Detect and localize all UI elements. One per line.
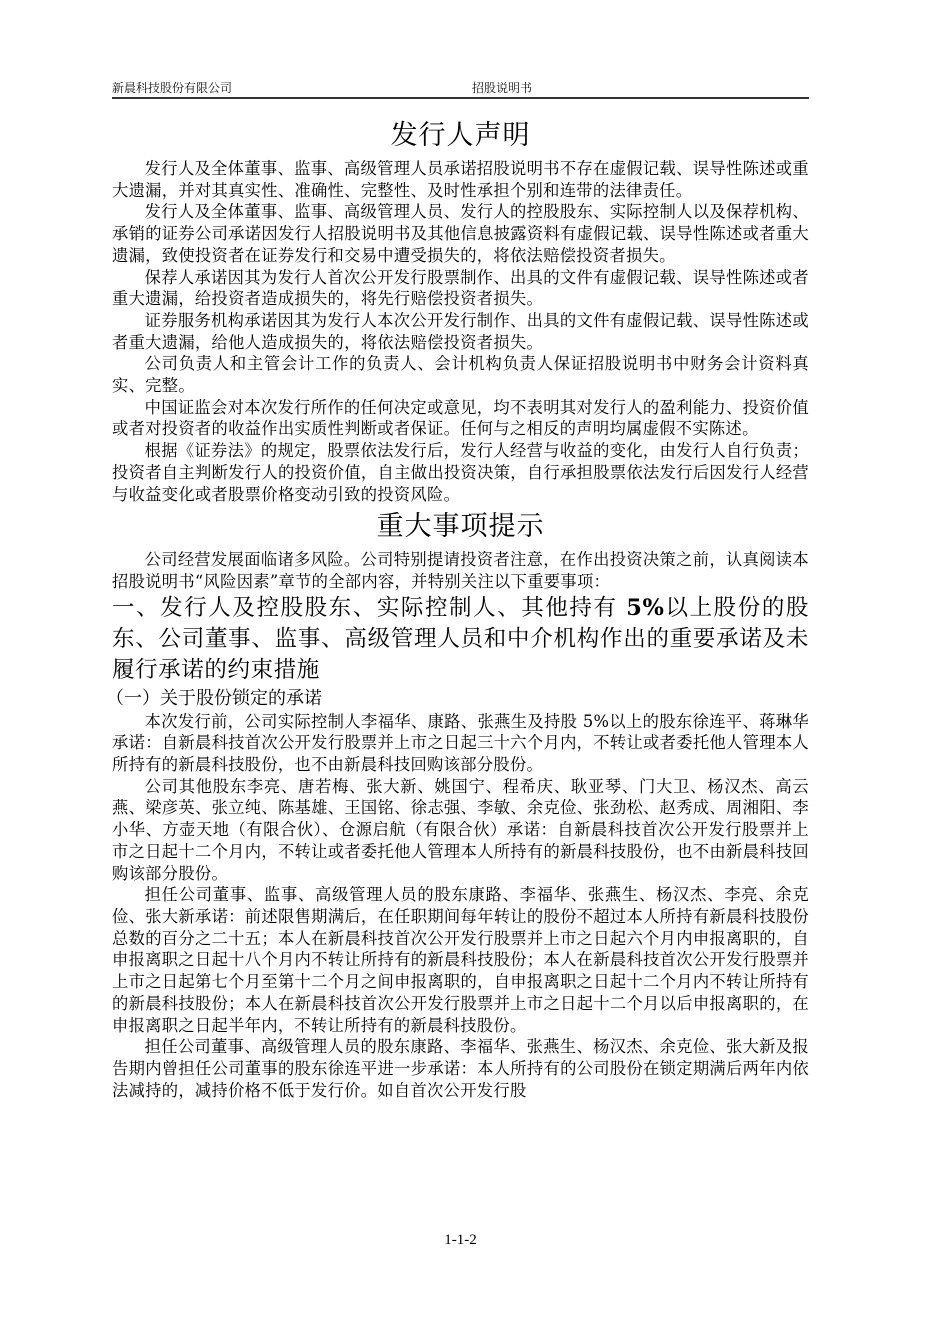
- major-matters-intro: 公司经营发展面临诸多风险。公司特别提请投资者注意，在作出投资决策之前，认真阅读本招股说明书“风险因素”章节的全部内容，并特别关注以下重要事项：: [112, 550, 809, 591]
- declaration-paragraph: 保荐人承诺因其为发行人首次公开发行股票制作、出具的文件有虚假记载、误导性陈述或者重大遗漏，给投资者造成损失的，将先行赔偿投资者损失。: [112, 267, 809, 309]
- declaration-paragraph: 发行人及全体董事、监事、高级管理人员、发行人的控股股东、实际控制人以及保荐机构、承销的证券公司承诺因发行人招股说明书及其他信息披露资料有虚假记载、误导性陈述或者重大遗漏，致使投资者在证券发行和交易中遭受损失的，将依法赔偿投资者损失。: [112, 202, 809, 265]
- heading-commitments-post: 以上股份的股东、公司董事、监事、高级管理人员和中介机构作出的重要承诺及未履行承诺的约束措施: [112, 594, 809, 683]
- declaration-paragraph: 根据《证券法》的规定，股票依法发行后，发行人经营与收益的变化，由发行人自行负责；投资者自主判断发行人的投资价值，自主做出投资决策，自行承担股票依法发行后因发行人经营与收益变化或者股票价格变动引致的投资风险。: [112, 441, 809, 504]
- subheading-share-lockup: （一）关于股份锁定的承诺: [106, 687, 322, 709]
- section-title-declaration: 发行人声明: [390, 120, 531, 151]
- declaration-paragraph: 中国证监会对本次发行所作的任何决定或意见，均不表明其对发行人的盈利能力、投资价值或者对投资者的收益作出实质性判断或者保证。任何与之相反的声明均属虚假不实陈述。: [112, 397, 809, 439]
- declaration-paragraph: 证券服务机构承诺因其为发行人本次公开发行制作、出具的文件有虚假记载、误导性陈述或者重大遗漏，给他人造成损失的，将依法赔偿投资者损失。: [112, 310, 809, 352]
- heading-commitments: [112, 593, 809, 686]
- heading-commitments-pre: 一、发行人及控股股东、实际控制人、其他持有: [112, 594, 627, 621]
- lockup-paragraph: 担任公司董事、高级管理人员的股东康路、李福华、张燕生、杨汉杰、余克俭、张大新及报告期内曾担任公司董事的股东徐连平进一步承诺：本人所持有的公司股份在锁定期满后两年内依法减持的，减持价格不低于发行价。如自首次公开发行股: [112, 1037, 809, 1100]
- page-content: [106, 114, 809, 1101]
- declaration-paragraph: 发行人及全体董事、监事、高级管理人员承诺招股说明书不存在虚假记载、误导性陈述或重大遗漏，并对其真实性、准确性、完整性、及时性承担个别和连带的法律责任。: [112, 159, 809, 200]
- page-number: 1-1-2: [444, 1232, 477, 1248]
- running-header: [112, 80, 809, 99]
- declaration-paragraph: 公司负责人和主管会计工作的负责人、会计机构负责人保证招股说明书中财务会计资料真实、完整。: [112, 354, 809, 396]
- lockup-paragraph: 公司其他股东李亮、唐若梅、张大新、姚国宁、程希庆、耿亚琴、门大卫、杨汉杰、高云燕、梁彦英、张立纯、陈基雄、王国铭、徐志强、李敏、余克俭、张劲松、赵秀成、周湘阳、李小华、方壶天地（有限合伙）、仓源启航（有限合伙）承诺：自新晨科技首次公开发行股票并上市之日起十二个月内，不转让或者委托他人管理本人所持有的新晨科技股份，也不由新晨科技回购该部分股份。: [112, 776, 809, 883]
- lockup-paragraph: 本次发行前，公司实际控制人李福华、康路、张燕生及持股 5%以上的股东徐连平、蒋琳华承诺：自新晨科技首次公开发行股票并上市之日起三十六个月内，不转让或者委托他人管理本人所持有的新晨科技股份，也不由新晨科技回购该部分股份。: [112, 711, 809, 775]
- header-document-title: 招股说明书: [472, 81, 533, 95]
- heading-commitments-percent: 5%: [626, 594, 665, 621]
- section-title-major-matters: 重大事项提示: [376, 511, 545, 543]
- lockup-paragraph: 担任公司董事、监事、高级管理人员的股东康路、李福华、张燕生、杨汉杰、李亮、余克俭、张大新承诺：前述限售期满后，在任职期间每年转让的股份不超过本人所持有新晨科技股份总数的百分之二十五；本人在新晨科技首次公开发行股票并上市之日起六个月内申报离职的，自申报离职之日起十八个月内不转让所持有的新晨科技股份；本人在新晨科技首次公开发行股票并上市之日起第七个月至第十二个月之间申报离职的，自申报离职之日起十二个月内不转让所持有的新晨科技股份；本人在新晨科技首次公开发行股票并上市之日起十二个月以后申报离职的，在申报离职之日起半年内，不转让所持有的新晨科技股份。: [112, 885, 809, 1035]
- header-company-name: 新晨科技股份有限公司: [112, 81, 233, 95]
